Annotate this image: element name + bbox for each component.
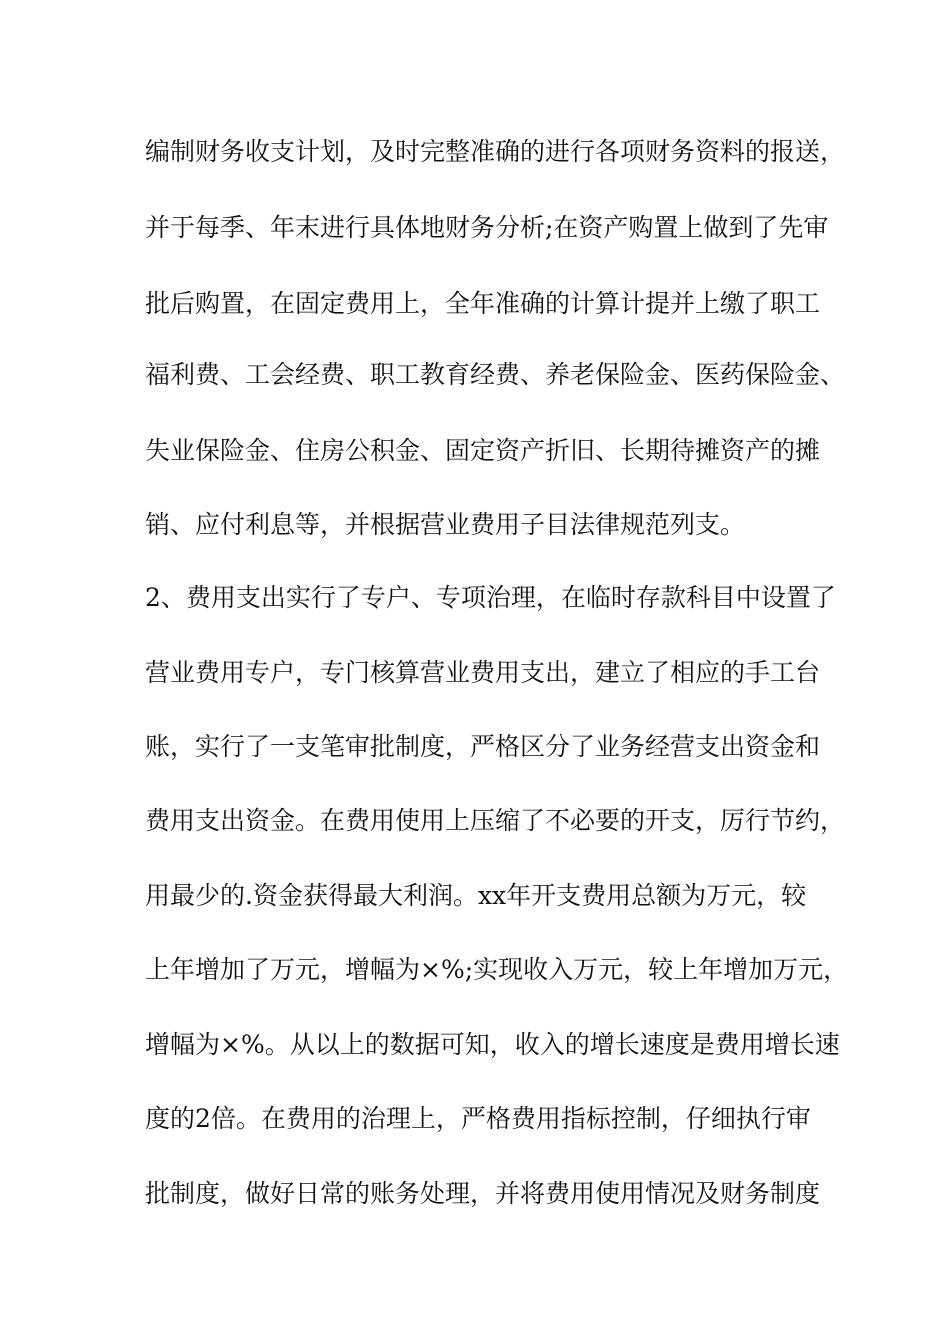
text-line-9: 账，实行了一支笔审批制度，严格区分了业务经营支出资金和 <box>145 732 821 761</box>
text-line-14: 度的2倍。在费用的治理上，严格费用指标控制，仔细执行审 <box>145 1104 811 1133</box>
text-line-1: 编制财务收支计划，及时完整准确的进行各项财务资料的报送， <box>145 137 846 166</box>
text-line-11: 用最少的.资金获得最大利润。xx年开支费用总额为万元，较 <box>145 881 807 910</box>
text-line-4: 福利费、工会经费、职工教育经费、养老保险金、医药保险金、 <box>145 360 846 389</box>
text-line-10: 费用支出资金。在费用使用上压缩了不必要的开支，厉行节约， <box>145 806 846 835</box>
text-line-12: 上年增加了万元，增幅为×%;实现收入万元，较上年增加万元， <box>145 955 849 984</box>
text-line-5: 失业保险金、住房公积金、固定资产折旧、长期待摊资产的摊 <box>145 436 821 465</box>
text-line-15: 批制度，做好日常的账务处理，并将费用使用情况及财务制度 <box>145 1179 821 1208</box>
text-line-8: 营业费用专户，专门核算营业费用支出，建立了相应的手工台 <box>145 658 821 687</box>
text-line-3: 批后购置，在固定费用上，全年准确的计算计提并上缴了职工 <box>145 289 821 318</box>
text-line-6: 销、应付利息等，并根据营业费用子目法律规范列支。 <box>145 510 746 539</box>
text-line-2: 并于每季、年末进行具体地财务分析;在资产购置上做到了先审 <box>145 213 829 242</box>
text-line-13: 增幅为×%。从以上的数据可知，收入的增长速度是费用增长速 <box>145 1030 840 1059</box>
text-line-7: 2、费用支出实行了专户、专项治理，在临时存款科目中设置了 <box>145 583 836 612</box>
